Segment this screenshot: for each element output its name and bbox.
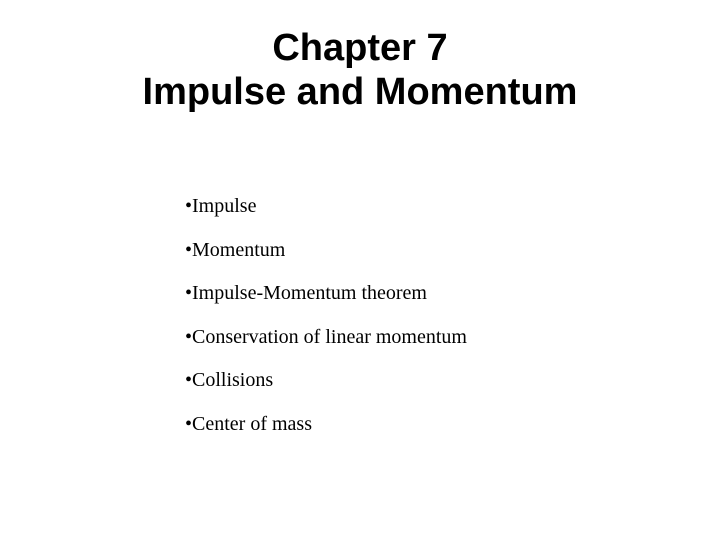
bullet-text: Impulse	[192, 195, 257, 217]
bullet-icon: •	[185, 282, 193, 305]
bullet-item-impulse-momentum-theorem	[185, 280, 467, 324]
bullet-list	[185, 193, 467, 455]
bullet-item-center-of-mass	[185, 411, 467, 455]
title-line-topic: Impulse and Momentum	[142, 71, 578, 113]
bullet-text: Impulse-Momentum theorem	[192, 282, 427, 305]
bullet-item-conservation	[185, 324, 467, 368]
bullet-icon: •	[185, 369, 193, 392]
bullet-text: Collisions	[192, 369, 274, 392]
title-line-chapter: Chapter 7	[272, 27, 448, 69]
bullet-icon: •	[185, 412, 193, 435]
bullet-item-momentum	[185, 237, 467, 281]
bullet-text: Conservation of linear momentum	[192, 325, 467, 348]
slide-title	[0, 26, 720, 114]
bullet-item-impulse	[185, 193, 467, 237]
bullet-icon: •	[185, 325, 193, 348]
bullet-icon: •	[185, 195, 193, 217]
bullet-text: Momentum	[192, 238, 286, 261]
bullet-icon: •	[185, 238, 193, 261]
bullet-text: Center of mass	[192, 412, 312, 435]
bullet-item-collisions	[185, 367, 467, 411]
